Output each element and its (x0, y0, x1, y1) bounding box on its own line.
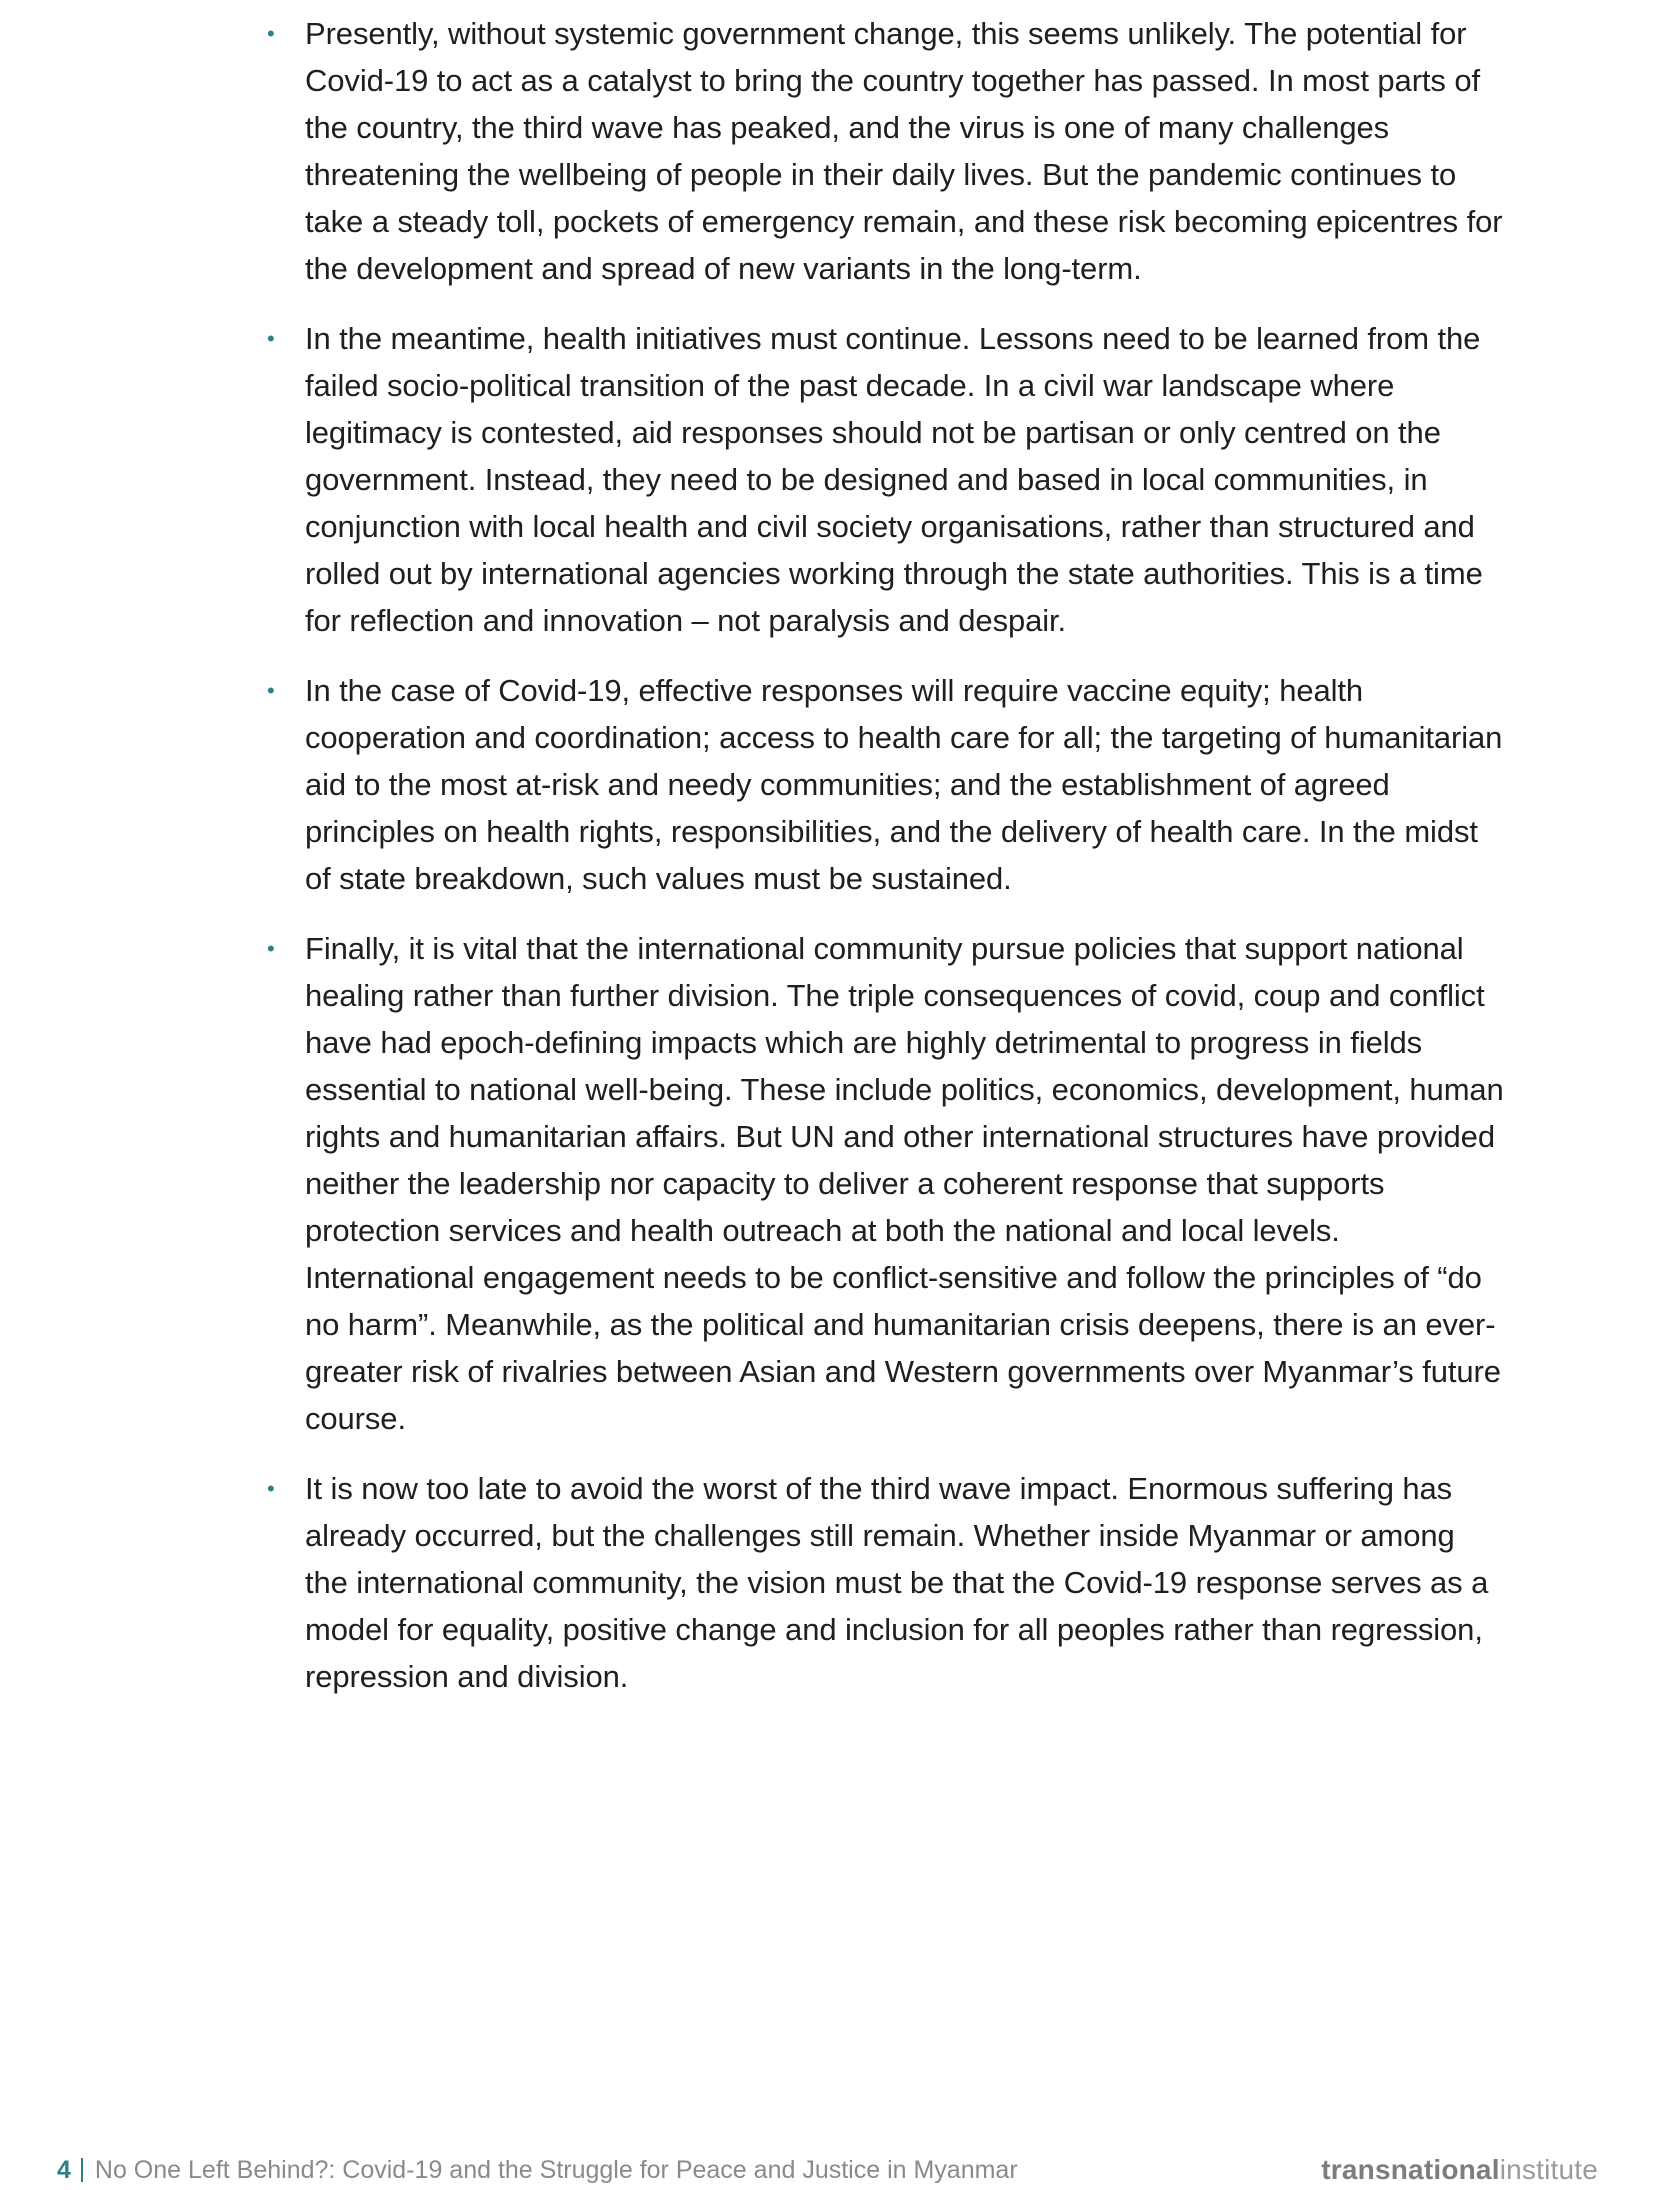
brand-light: institute (1499, 2154, 1598, 2185)
bullet-icon: • (267, 1476, 275, 1501)
bullet-item (265, 1465, 1505, 1700)
bullet-icon: • (267, 678, 275, 703)
bullet-text: In the meantime, health initiatives must continue. Lessons need to be learned from the failed socio-political transition of the past decade. In a civil war landscape where legitimacy is contested, aid responses should not be partisan or only centred on the government. Instead, they need to be designed and based in local communities, in conjunction with local health and civil society organisations, rather than structured and rolled out by international agencies working through the state authorities. This is a time for reflection and innovation – not paralysis and despair. (305, 321, 1483, 638)
brand-logo (1321, 2154, 1598, 2186)
footer-left (57, 2156, 1018, 2185)
bullet-item (265, 925, 1505, 1442)
page-number: 4 (57, 2155, 71, 2184)
bullet-text: In the case of Covid-19, effective responses will require vaccine equity; health cooperation and coordination; access to health care for all; the targeting of humanitarian aid to the most at-risk and needy communities; and the establishment of agreed principles on health rights, responsibilities, and the delivery of health care. In the midst of state breakdown, such values must be sustained. (305, 673, 1503, 896)
bullet-text: Finally, it is vital that the international community pursue policies that support national healing rather than further division. The triple consequences of covid, coup and conflict have had epoch-defining impacts which are highly detrimental to progress in fields essential to national well-being. These include politics, economics, development, human rights and humanitarian affairs. But UN and other international structures have provided neither the leadership nor capacity to deliver a coherent response that supports protection services and health outreach at both the national and local levels. International engagement needs to be conflict-sensitive and follow the principles of “do no harm”. Meanwhile, as the political and humanitarian crisis deepens, there is an ever-greater risk of rivalries between Asian and Western governments over Myanmar’s future course. (305, 931, 1504, 1436)
bullet-icon: • (267, 21, 275, 46)
bullet-item (265, 667, 1505, 902)
bullet-item (265, 10, 1505, 292)
page-footer (57, 2150, 1598, 2190)
bullet-icon: • (267, 326, 275, 351)
bullet-icon: • (267, 936, 275, 961)
footer-separator (81, 2158, 83, 2182)
bullet-item (265, 315, 1505, 644)
brand-bold: transnational (1321, 2154, 1500, 2185)
bullet-text: Presently, without systemic government change, this seems unlikely. The potential for Covid-19 to act as a catalyst to bring the country together has passed. In most parts of the country, the third wave has peaked, and the virus is one of many challenges threatening the wellbeing of people in their daily lives. But the pandemic continues to take a steady toll, pockets of emergency remain, and these risk becoming epicentres for the development and spread of new variants in the long-term. (305, 16, 1503, 286)
bullet-text: It is now too late to avoid the worst of the third wave impact. Enormous suffering has already occurred, but the challenges still remain. Whether inside Myanmar or among the international community, the vision must be that the Covid-19 response serves as a model for equality, positive change and inclusion for all peoples rather than regression, repression and division. (305, 1471, 1489, 1694)
bullet-list (265, 10, 1505, 1723)
footer-title: No One Left Behind?: Covid-19 and the Struggle for Peace and Justice in Myanmar (94, 2155, 1018, 2184)
